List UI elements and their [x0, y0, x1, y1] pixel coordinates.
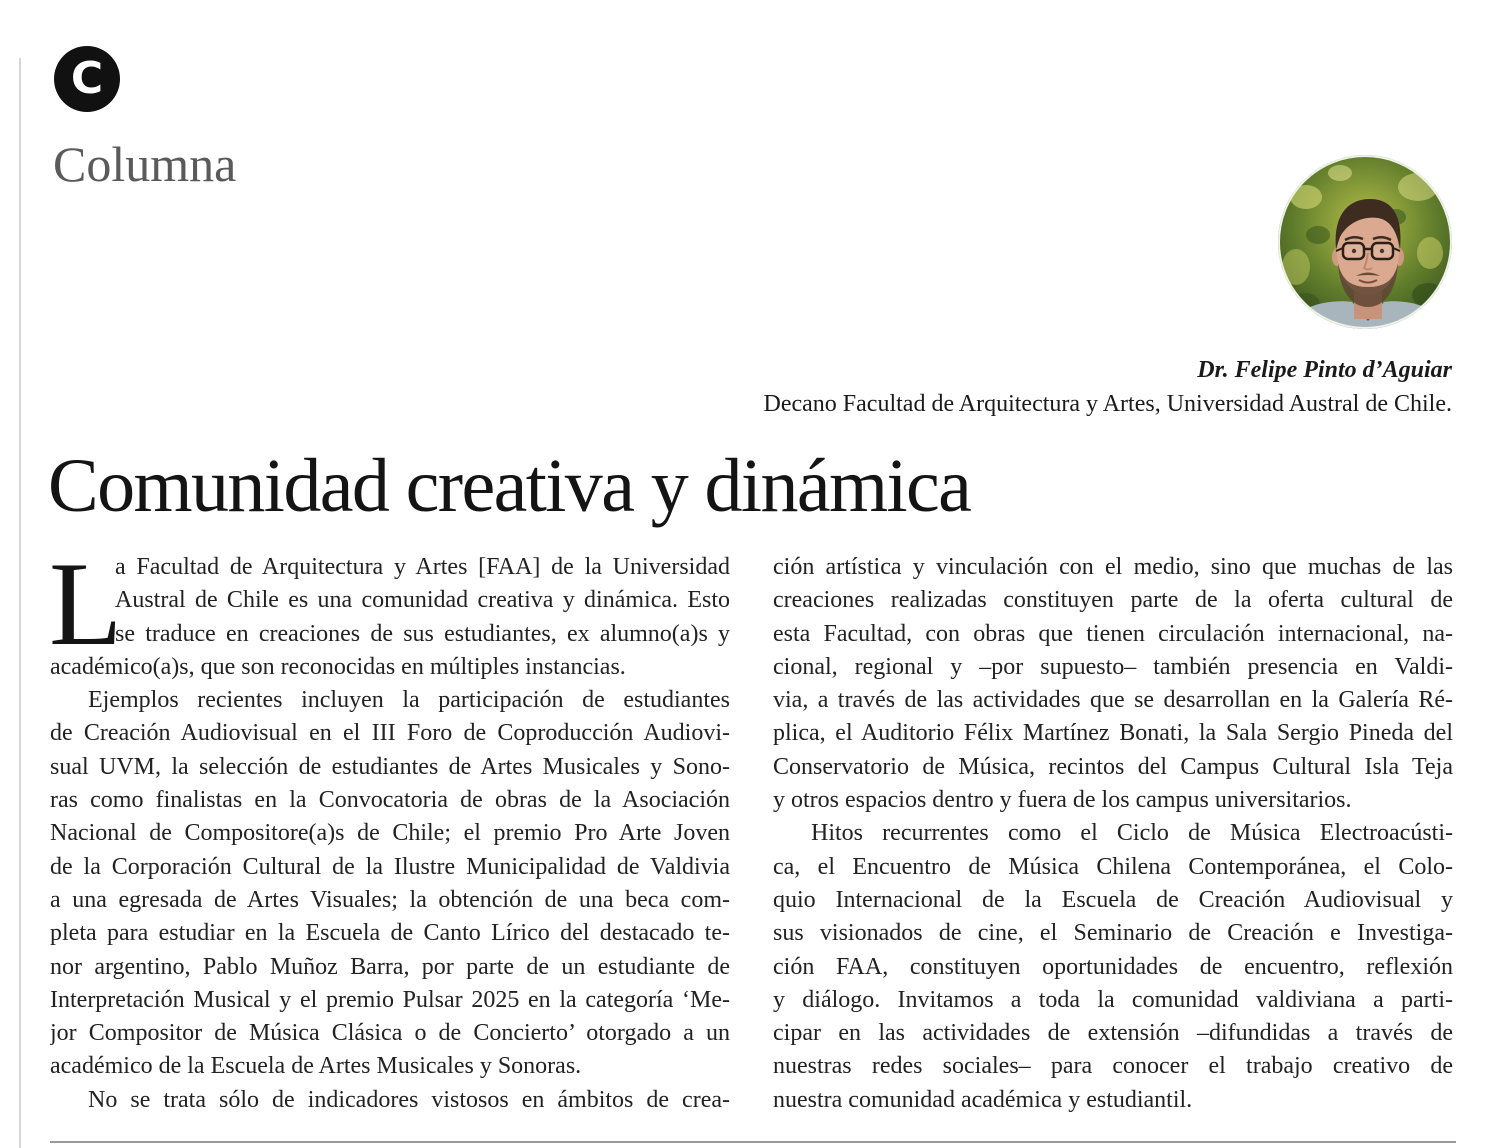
foliage-highlight	[1328, 165, 1352, 181]
section-badge-letter: C	[70, 53, 104, 104]
left-column-line: sual UVM, la selección de estudiantes de Artes Musicales y Sono-	[50, 753, 730, 780]
left-column-line: Interpretación Musical y el premio Pulsar 2025 en la categoría ‘Me-	[50, 986, 730, 1013]
author-photo	[1278, 155, 1452, 329]
left-column-line: se traduce en creaciones de sus estudiantes, ex alumno(a)s y	[115, 620, 730, 647]
right-column-line: cional, regional y –por supuesto– también presencia en Valdi-	[773, 653, 1453, 680]
right-column-line: y diálogo. Invitamos a toda la comunidad valdiviana a parti-	[773, 986, 1453, 1013]
left-column-line: académico(a)s, que son reconocidas en múltiples instancias.	[50, 653, 626, 680]
right-column-line: cipar en las actividades de extensión –difundidas a través de	[773, 1020, 1453, 1047]
left-column-line: Ejemplos recientes incluyen la participación de estudiantes	[88, 687, 730, 714]
right-column-line: nuestras redes sociales– para conocer el trabajo creativo de	[773, 1053, 1453, 1080]
right-column-line: y otros espacios dentro y fuera de los campus universitarios.	[773, 787, 1352, 814]
left-column-line: pleta para estudiar en la Escuela de Canto Lírico del destacado te-	[50, 920, 730, 947]
left-column-line: nor argentino, Pablo Muñoz Barra, por parte de un estudiante de	[50, 953, 730, 980]
right-column-line: ca, el Encuentro de Música Chilena Contemporánea, el Colo-	[773, 853, 1453, 880]
right-column-line: ción FAA, constituyen oportunidades de encuentro, reflexión	[773, 953, 1453, 980]
foliage-highlight	[1282, 249, 1310, 285]
left-column-line: Nacional de Compositore(a)s de Chile; el premio Pro Arte Joven	[50, 820, 730, 847]
bottom-rule	[50, 1141, 1456, 1143]
left-column-line: No se trata sólo de indicadores vistosos en ámbitos de crea-	[88, 1086, 730, 1113]
photo-glasses-lens-left	[1343, 243, 1364, 259]
left-margin-rule	[19, 58, 21, 1148]
foliage-highlight	[1417, 237, 1443, 269]
right-column-line: nuestra comunidad académica y estudiantil.	[773, 1086, 1193, 1113]
right-column-line: sus visionados de cine, el Seminario de Creación e Investiga-	[773, 920, 1453, 947]
right-column-line: ción artística y vinculación con el medio, sino que muchas de las	[773, 554, 1453, 580]
left-column-line: ras como finalistas en la Convocatoria de obras de la Asociación	[50, 787, 730, 814]
section-label: Columna	[53, 136, 237, 192]
left-column	[50, 551, 730, 1117]
right-column-line: plica, el Auditorio Félix Martínez Bonati, la Sala Sergio Pineda del	[773, 720, 1453, 747]
left-column-line: Austral de Chile es una comunidad creativa y dinámica. Esto	[115, 587, 730, 614]
foliage-highlight	[1290, 185, 1322, 209]
right-column-line: via, a través de las actividades que se desarrollan en la Galería Ré-	[773, 687, 1453, 714]
right-column-line: Hitos recurrentes como el Ciclo de Música Electroacústi-	[811, 820, 1453, 847]
right-column-line: esta Facultad, con obras que tienen circulación internacional, na-	[773, 620, 1453, 647]
left-column-line: a una egresada de Artes Visuales; la obtención de una beca com-	[50, 886, 730, 913]
right-column	[773, 551, 1453, 1117]
right-column-line: quio Internacional de la Escuela de Creación Audiovisual y	[773, 886, 1453, 913]
drop-cap: L	[49, 537, 123, 670]
right-column-line: Conservatorio de Música, recintos del Campus Cultural Isla Teja	[773, 753, 1453, 780]
section-badge	[54, 46, 120, 112]
headline: Comunidad creativa y dinámica	[48, 444, 971, 528]
left-column-line: académico de la Escuela de Artes Musicales y Sonoras.	[50, 1053, 582, 1080]
photo-glasses-lens-right	[1372, 243, 1393, 259]
author-title: Decano Facultad de Arquitectura y Artes, Universidad Austral de Chile.	[763, 391, 1452, 417]
left-column-line: jor Compositor de Música Clásica o de Concierto’ otorgado a un	[50, 1020, 730, 1047]
left-column-line: a Facultad de Arquitectura y Artes [FAA] de la Universidad	[115, 554, 730, 580]
right-column-line: creaciones realizadas constituyen parte de la oferta cultural de	[773, 587, 1453, 614]
author-name: Dr. Felipe Pinto d’Aguiar	[1197, 357, 1452, 383]
left-column-line: de Creación Audiovisual en el III Foro de Coproducción Audiovi-	[50, 720, 730, 747]
left-column-line: de la Corporación Cultural de la Ilustre Municipalidad de Valdivia	[50, 853, 730, 880]
foliage-shadow	[1306, 226, 1330, 244]
